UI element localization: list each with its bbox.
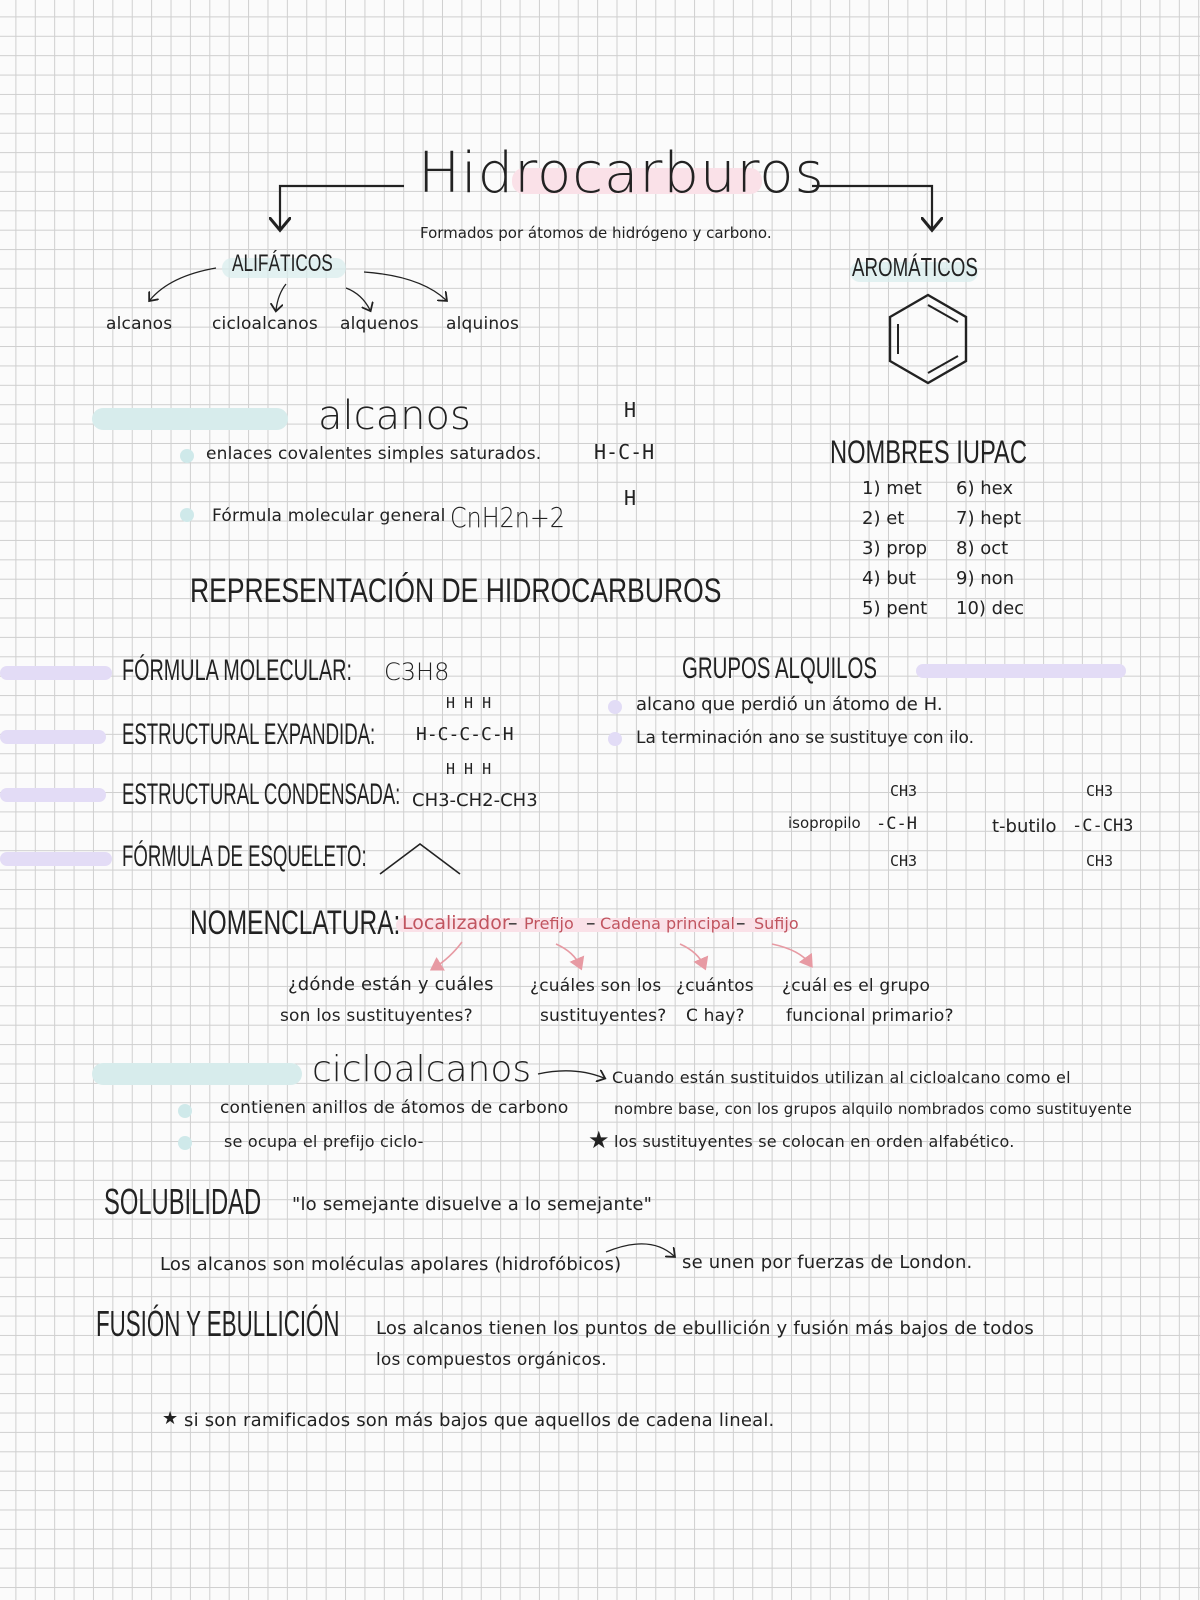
bullet-dot [180, 508, 194, 522]
solubility-result: se unen por fuerzas de London. [682, 1252, 973, 1273]
bullet-dot [178, 1136, 192, 1150]
expanded-bot: H H H [446, 760, 492, 778]
condensed-label: ESTRUCTURAL CONDENSADA: [122, 778, 401, 811]
arrow-alquenos [346, 288, 370, 310]
arrow-prefijo [556, 944, 580, 966]
nomenclature-label: NOMENCLATURA: [190, 904, 401, 942]
aliphatic-label: ALIFÁTICOS [232, 250, 333, 277]
nomenclature-dash: – [508, 912, 518, 934]
condensed-value: CH3-CH2-CH3 [412, 790, 538, 811]
aliphatic-type: alquenos [340, 314, 419, 334]
iupac-item: 4) but [862, 568, 917, 589]
molecular-label: FÓRMULA MOLECULAR: [122, 654, 352, 687]
page-title: Hidrocarburos [418, 141, 825, 206]
arrow-alcanos [150, 268, 216, 300]
melting-line: Los alcanos tienen los puntos de ebullición y fusión más bajos de todos [376, 1318, 1034, 1339]
cicloalcanos-note: Cuando están sustituidos utilizan al cicloalcano como el [612, 1068, 1071, 1087]
general-formula: CnH2n+2 [450, 501, 565, 534]
methane-bottom: H [624, 486, 637, 510]
aliphatic-type: alcanos [106, 314, 173, 334]
right-branch-arrow [812, 186, 932, 228]
solubility-heading: SOLUBILIDAD [104, 1181, 262, 1222]
nomenclature-question: ¿cuáles son los [530, 976, 662, 996]
tbutyl-mid: -C-CH3 [1072, 816, 1134, 836]
iupac-item: 6) hex [956, 478, 1014, 499]
isopropyl-bot: CH3 [890, 852, 918, 870]
arrow-cicloalcanos-note [538, 1071, 604, 1078]
arrow-cicloalcanos [276, 284, 286, 310]
bullet-dot [178, 1104, 192, 1118]
iupac-item: 8) oct [956, 538, 1009, 559]
cicloalcanos-bullet: contienen anillos de átomos de carbono [220, 1098, 569, 1118]
iupac-item: 5) pent [862, 598, 928, 619]
nomenclature-question: C hay? [686, 1006, 745, 1026]
tbutyl-bot: CH3 [1086, 852, 1114, 870]
iupac-item: 2) et [862, 508, 905, 529]
alcanos-bullet: Fórmula molecular general [212, 506, 446, 526]
alcanos-bullet: enlaces covalentes simples saturados. [206, 444, 542, 464]
nomenclature-question: ¿cuál es el grupo [782, 976, 931, 996]
bullet-dot [608, 700, 622, 714]
cicloalcanos-note: nombre base, con los grupos alquilo nombrados como sustituyente [614, 1100, 1133, 1118]
cicloalcanos-star-note: los sustituyentes se colocan en orden alfabético. [614, 1132, 1015, 1151]
nomenclature-part: Cadena principal [600, 914, 735, 933]
iupac-item: 3) prop [862, 538, 928, 559]
isopropyl-mid: -C-H [876, 814, 917, 834]
nomenclature-dash: – [736, 912, 746, 934]
methane-middle: H-C-H [594, 440, 655, 464]
iupac-item: 10) dec [956, 598, 1025, 619]
nomenclature-question: funcional primario? [786, 1006, 954, 1026]
nomenclature-part: Localizador [402, 912, 510, 934]
isopropyl-name: isopropilo [788, 814, 861, 832]
solubility-quote: "lo semejante disuelve a lo semejante" [292, 1194, 653, 1215]
alkyl-heading: GRUPOS ALQUILOS [682, 652, 878, 685]
arrow-alquinos [364, 272, 446, 300]
nomenclature-question: sustituyentes? [540, 1006, 667, 1026]
isopropyl-top: CH3 [890, 782, 918, 800]
skeleton-formula-icon [380, 844, 460, 874]
nomenclature-part: Prefijo [524, 914, 574, 933]
iupac-item: 1) met [862, 478, 922, 499]
expanded-label: ESTRUCTURAL EXPANDIDA: [122, 718, 376, 751]
aromatic-label: AROMÁTICOS [852, 252, 978, 282]
bullet-dot [180, 449, 194, 463]
methane-top: H [624, 398, 637, 422]
nomenclature-question: ¿cuántos [676, 976, 754, 996]
star-icon: ★ [162, 1408, 179, 1429]
melting-heading: FUSIÓN Y EBULLICIÓN [96, 1303, 340, 1344]
alkyl-bullet: alcano que perdió un átomo de H. [636, 694, 943, 715]
page-subtitle: Formados por átomos de hidrógeno y carbono. [420, 224, 772, 242]
iupac-item: 9) non [956, 568, 1015, 589]
star-icon: ★ [588, 1126, 610, 1154]
melting-star-note: si son ramificados son más bajos que aquellos de cadena lineal. [184, 1410, 775, 1431]
arrow-localizador [434, 942, 462, 968]
molecular-value: C3H8 [384, 658, 450, 686]
bullet-dot [608, 732, 622, 746]
skeleton-label: FÓRMULA DE ESQUELETO: [122, 840, 367, 873]
tbutyl-name: t-butilo [992, 816, 1057, 837]
aliphatic-type: alquinos [446, 314, 520, 334]
arrow-cadena [680, 944, 704, 966]
tbutyl-top: CH3 [1086, 782, 1114, 800]
expanded-mid: H-C-C-C-H [416, 724, 514, 745]
benzene-ring-icon [890, 295, 966, 383]
cicloalcanos-heading: cicloalcanos [312, 1049, 532, 1090]
iupac-item: 7) hept [956, 508, 1022, 529]
nomenclature-dash: – [586, 912, 596, 934]
nomenclature-part: Sufijo [754, 914, 799, 933]
representation-heading: REPRESENTACIÓN DE HIDROCARBUROS [190, 572, 722, 610]
left-branch-arrow [280, 186, 404, 228]
aliphatic-type: cicloalcanos [212, 314, 318, 334]
solubility-line: Los alcanos son moléculas apolares (hidrofóbicos) [160, 1254, 622, 1275]
expanded-top: H H H [446, 694, 492, 712]
nomenclature-question: ¿dónde están y cuáles [288, 974, 494, 995]
cicloalcanos-bullet: se ocupa el prefijo ciclo- [224, 1132, 424, 1151]
iupac-heading: NOMBRES IUPAC [830, 434, 1027, 470]
nomenclature-question: son los sustituyentes? [280, 1006, 473, 1026]
arrow-sufijo [772, 944, 810, 964]
alcanos-heading: alcanos [318, 393, 471, 439]
melting-line: los compuestos orgánicos. [376, 1350, 607, 1370]
alkyl-bullet: La terminación ano se sustituye con ilo. [636, 728, 975, 748]
